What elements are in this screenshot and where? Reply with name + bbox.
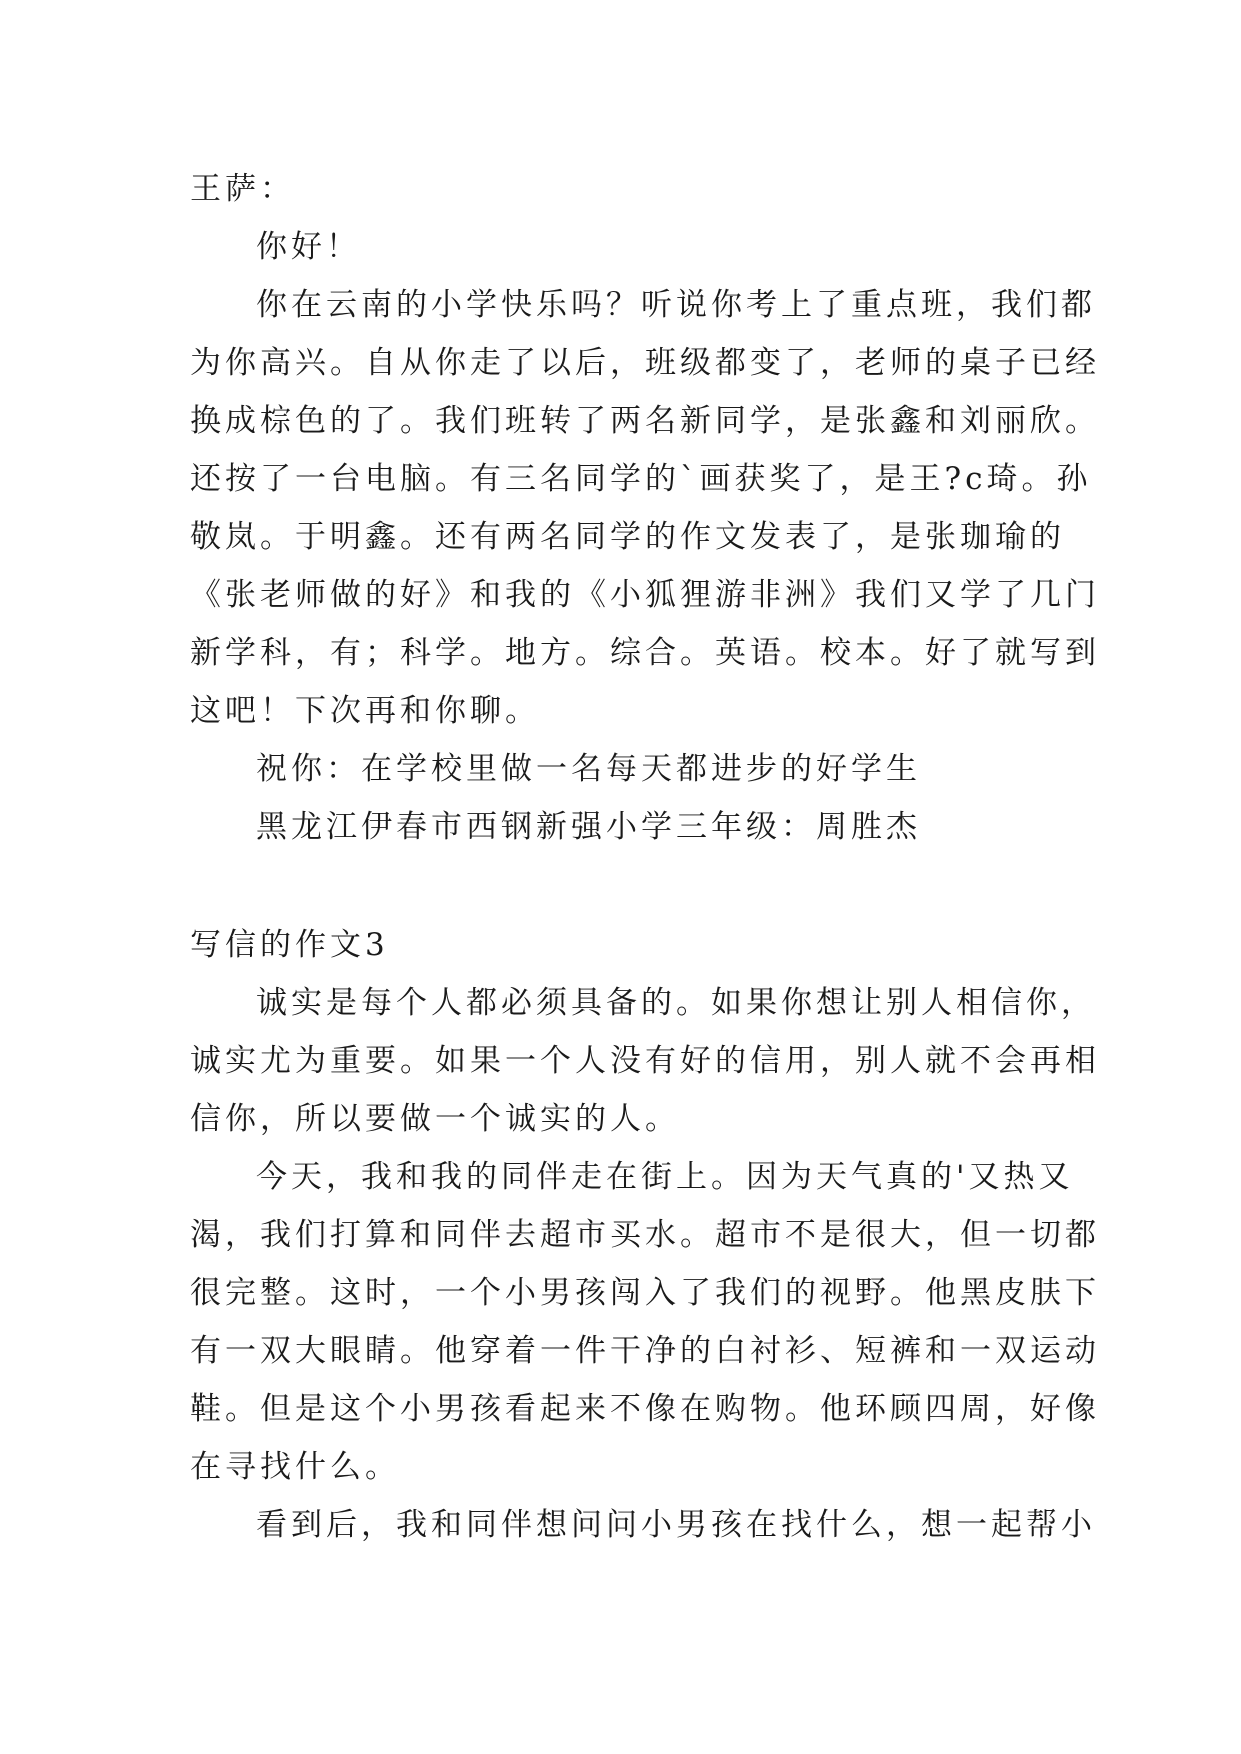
letter-wish: 祝你：在学校里做一名每天都进步的好学生 xyxy=(256,751,921,787)
body-line: 这吧！下次再和你聊。 xyxy=(190,693,540,729)
letter-salutation: 王萨： xyxy=(190,171,295,207)
body-line: 新学科，有；科学。地方。综合。英语。校本。好了就写到 xyxy=(190,635,1100,671)
essay-paragraph-3 xyxy=(190,1496,1096,1554)
paragraph-line: 看到后，我和同伴想问问小男孩在找什么，想一起帮小 xyxy=(256,1507,1096,1543)
paragraph-line: 有一双大眼睛。他穿着一件干净的白衬衫、短裤和一双运动 xyxy=(190,1333,1100,1369)
essay-paragraph-1 xyxy=(190,974,1100,1148)
paragraph-line: 信你，所以要做一个诚实的人。 xyxy=(190,1101,680,1137)
body-line: 《张老师做的好》和我的《小狐狸游非洲》我们又学了几门 xyxy=(190,577,1100,613)
letter-signature: 黑龙江伊春市西钢新强小学三年级：周胜杰 xyxy=(256,809,921,845)
body-line: 换成棕色的了。我们班转了两名新同学，是张鑫和刘丽欣。 xyxy=(190,403,1100,439)
letter-greeting: 你好！ xyxy=(256,229,361,265)
paragraph-line: 今天，我和我的同伴走在街上。因为天气真的'又热又 xyxy=(256,1159,1074,1195)
letter-body xyxy=(190,276,1100,740)
body-line: 敬岚。于明鑫。还有两名同学的作文发表了，是张珈瑜的 xyxy=(190,519,1065,555)
body-line: 为你高兴。自从你走了以后，班级都变了，老师的桌子已经 xyxy=(190,345,1100,381)
paragraph-line: 诚实是每个人都必须具备的。如果你想让别人相信你， xyxy=(256,985,1096,1021)
body-line: 你在云南的小学快乐吗？听说你考上了重点班，我们都 xyxy=(256,287,1096,323)
paragraph-line: 诚实尤为重要。如果一个人没有好的信用，别人就不会再相 xyxy=(190,1043,1100,1079)
paragraph-line: 渴，我们打算和同伴去超市买水。超市不是很大，但一切都 xyxy=(190,1217,1100,1253)
paragraph-line: 在寻找什么。 xyxy=(190,1449,400,1485)
essay-title: 写信的作文3 xyxy=(190,927,389,963)
document-page xyxy=(190,160,1100,1554)
body-line: 还按了一台电脑。有三名同学的`画获奖了，是王?c琦。孙 xyxy=(190,461,1092,497)
section-gap xyxy=(190,856,1060,916)
paragraph-line: 很完整。这时，一个小男孩闯入了我们的视野。他黑皮肤下 xyxy=(190,1275,1100,1311)
essay-paragraph-2 xyxy=(190,1148,1100,1496)
paragraph-line: 鞋。但是这个小男孩看起来不像在购物。他环顾四周，好像 xyxy=(190,1391,1100,1427)
